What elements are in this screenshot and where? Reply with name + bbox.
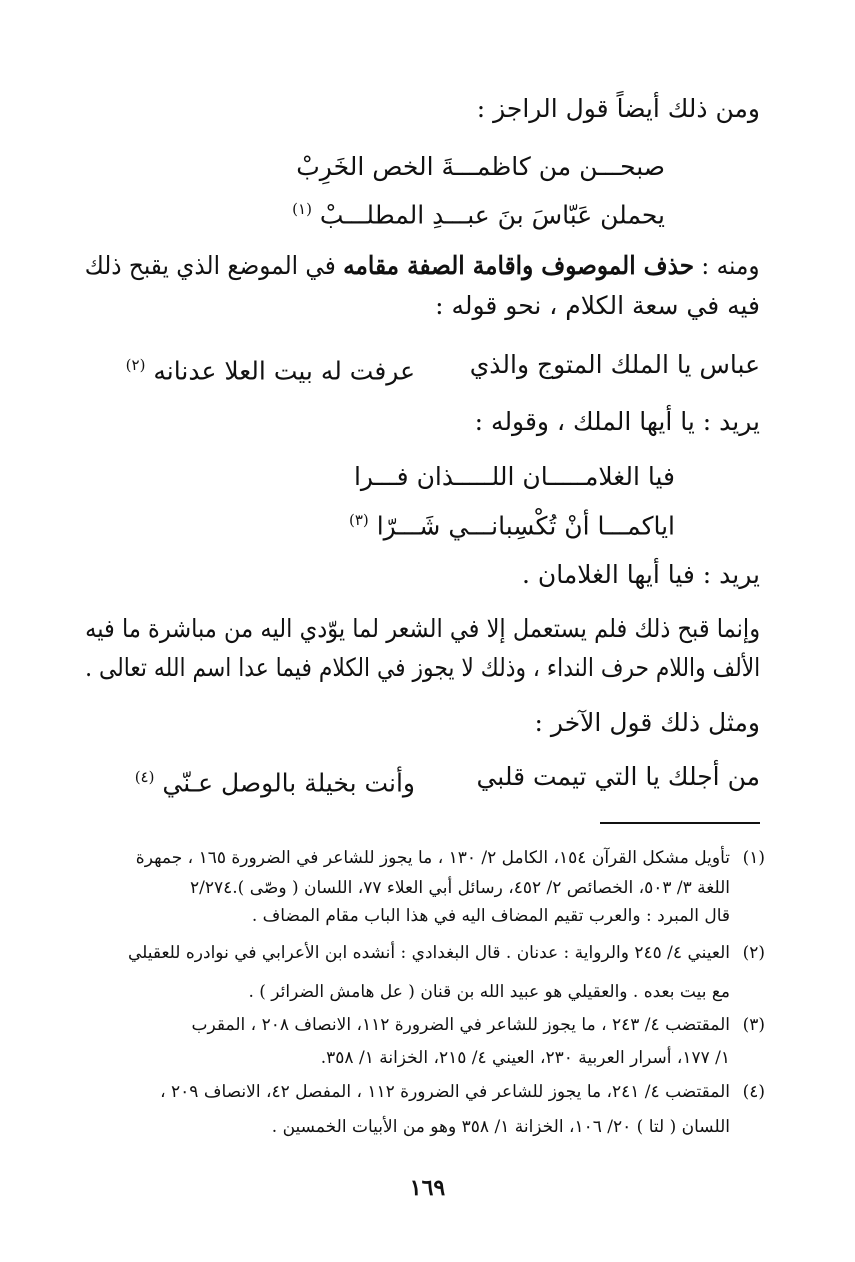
yurid2: يريد : فيا أيها الغلامان .	[521, 560, 760, 589]
footnote-2-line: العيني ٤/ ٢٤٥ والرواية : عدنان . قال البغدادي : أنشده ابن الأعرابي في نوادره للعقيلي	[127, 943, 730, 963]
verse1-line2-text: يحملن عَبّاسَ بنَ عبـــدِ المطلـــبْ	[319, 200, 665, 230]
verse3-line2-text: اياكمـــا أنْ تُكْسِبانـــي شَـــرّا	[376, 511, 675, 541]
verse4-right: من أجلك يا التي تيمت قلبي	[476, 762, 760, 791]
verse2-right: عباس يا الملك المتوج والذي	[469, 350, 760, 379]
verse3-line1: فيا الغلامـــــان اللـــــذان فـــرا	[353, 462, 675, 491]
intro-akhar: ومثل ذلك قول الآخر :	[534, 708, 760, 737]
verse2-left	[126, 348, 415, 388]
verse4-note: (٤)	[134, 768, 155, 786]
verse2-left-text: عرفت له بيت العلا عدنانه	[153, 356, 415, 386]
footnote-2-num: (٢)	[742, 943, 765, 963]
verse2-note: (٢)	[125, 356, 146, 374]
footnote-2-line: مع بيت بعده . والعقيلي هو عبيد الله بن قنان ( عل هامش الضرائر ) .	[248, 982, 730, 1002]
verse1-line1: صبحـــن من كاظمـــةَ الخص الخَرِبْ	[296, 152, 665, 181]
para-innama-line2: الألف واللام حرف النداء ، وذلك لا يجوز في الكلام فيما عدا اسم الله تعالى .	[84, 653, 760, 682]
para-hadhf-rest: في الموضع الذي يقبح ذلك	[85, 251, 344, 280]
footnote-1-line: قال المبرد : والعرب تقيم المضاف اليه في هذا الباب مقام المضاف .	[251, 906, 730, 926]
yurid1: يريد : يا أيها الملك ، وقوله :	[474, 407, 760, 436]
footnote-3-line: المقتضب ٤/ ٢٤٣ ، ما يجوز للشاعر في الضرورة ١١٢، الانصاف ٢٠٨ ، المقرب	[191, 1015, 730, 1035]
para-hadhf-prefix: ومنه :	[694, 251, 760, 280]
para-hadhf-bold: حذف الموصوف واقامة الصفة مقامه	[343, 251, 695, 280]
intro-rajiz: ومن ذلك أيضاً قول الراجز :	[476, 94, 760, 123]
page-number: ١٦٩	[409, 1175, 446, 1201]
footnote-4-line: اللسان ( لتا ) ٢٠/ ١٠٦، الخزانة ١/ ٣٥٨ وهو من الأبيات الخمسين .	[271, 1117, 730, 1137]
verse1-note: (١)	[292, 200, 312, 218]
footnote-1-line: اللغة ٣/ ٥٠٣، الخصائص ٢/ ٤٥٢، رسائل أبي العلاء ٧٧، اللسان ( وصّى ).٢/٢٧٤	[190, 878, 730, 898]
verse4-left	[135, 760, 415, 800]
para-hadhf-line1	[85, 249, 760, 283]
para-hadhf-line2: فيه في سعة الكلام ، نحو قوله :	[435, 291, 760, 320]
footnote-4-num: (٤)	[742, 1082, 765, 1102]
footnote-3-line: ١/ ١٧٧، أسرار العربية ٢٣٠، العيني ٤/ ٢١٥، الخزانة ١/ ٣٥٨.	[320, 1048, 730, 1068]
verse1-line2	[292, 192, 665, 232]
verse4-left-text: وأنت بخيلة بالوصل عـنّي	[162, 768, 415, 798]
footnote-4-line: المقتضب ٤/ ٢٤١، ما يجوز للشاعر في الضرورة ١١٢ ، المفصل ٤٢، الانصاف ٢٠٩ ،	[160, 1082, 730, 1102]
verse3-note: (٣)	[348, 511, 369, 529]
footnote-1-line: تأويل مشكل القرآن ١٥٤، الكامل ٢/ ١٣٠ ، ما يجوز للشاعر في الضرورة ١٦٥ ، جمهرة	[135, 848, 730, 868]
verse3-line2	[349, 503, 675, 543]
para-innama-line1: وإنما قبح ذلك فلم يستعمل إلا في الشعر لما يوّدي اليه من مباشرة ما فيه	[85, 614, 760, 643]
footnote-rule	[600, 822, 760, 824]
footnote-1-num: (١)	[742, 848, 765, 868]
footnote-3-num: (٣)	[742, 1015, 765, 1035]
